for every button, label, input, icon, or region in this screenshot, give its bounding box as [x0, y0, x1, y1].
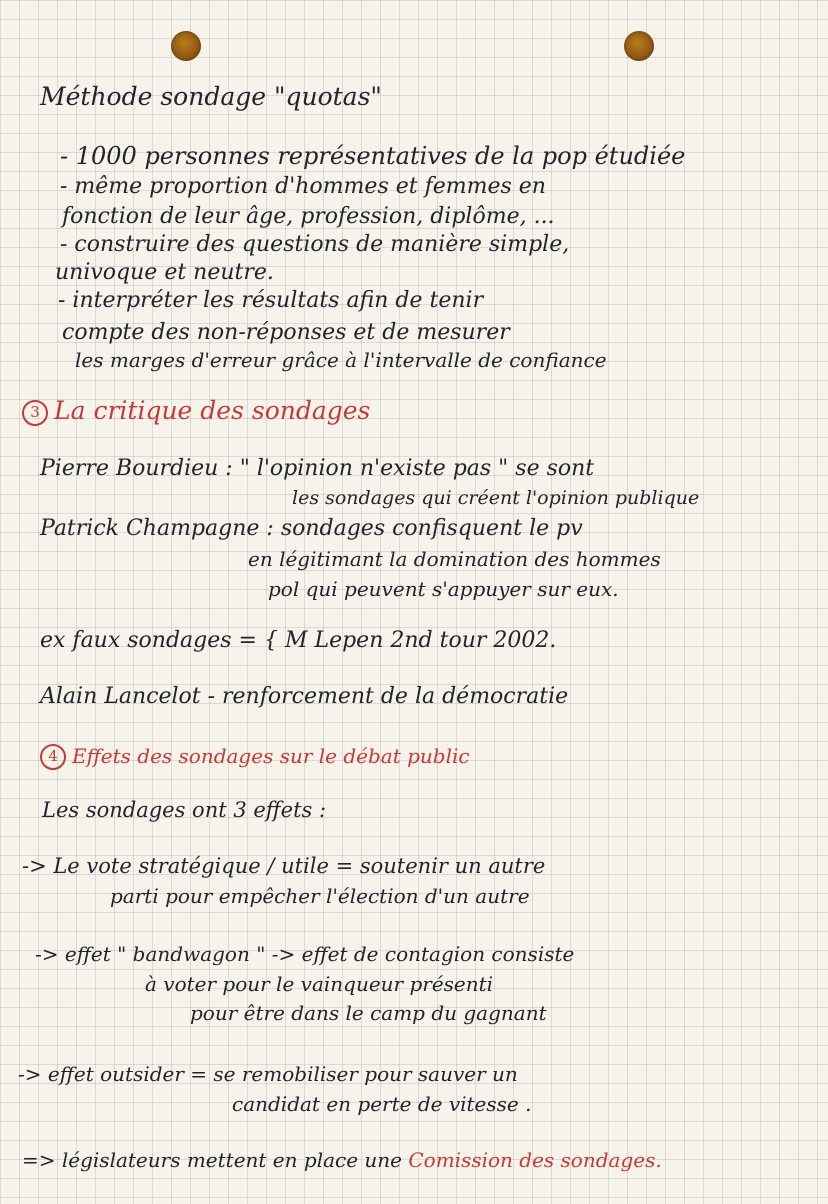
section-3-number: 3 [22, 400, 48, 426]
method-line: - construire des questions de manière simple, [60, 232, 570, 257]
method-line: les marges d'erreur grâce à l'intervalle de confiance [75, 348, 607, 372]
section-4-heading [40, 744, 470, 770]
effects-intro: Les sondages ont 3 effets : [42, 798, 327, 822]
effect-line: -> effet outsider = se remobiliser pour sauver un [18, 1062, 518, 1086]
binder-hole-right [624, 31, 654, 61]
method-line: compte des non-réponses et de mesurer [62, 320, 510, 345]
effect-line: pour être dans le camp du gagnant [190, 1001, 547, 1025]
method-line: univoque et neutre. [55, 260, 274, 285]
page-title: Méthode sondage "quotas" [40, 82, 382, 111]
conclusion-black: => législateurs mettent en place une [22, 1148, 402, 1172]
section-3-heading [22, 398, 370, 426]
conclusion-red: Comission des sondages. [408, 1148, 662, 1172]
effect-line: -> Le vote stratégique / utile = soutenir un autre [22, 854, 546, 878]
method-line: - 1000 personnes représentatives de la pop étudiée [60, 142, 686, 170]
effect-line: -> effet " bandwagon " -> effet de contagion consiste [35, 942, 575, 966]
example-line: ex faux sondages = { M Lepen 2nd tour 2002. [40, 628, 557, 653]
section-3-title: La critique des sondages [54, 396, 371, 425]
conclusion-line [22, 1150, 662, 1170]
binder-hole-left [171, 31, 201, 61]
critique-line: les sondages qui créent l'opinion publique [292, 487, 700, 509]
section-4-number: 4 [40, 744, 66, 770]
effect-line: à voter pour le vainqueur présenti [145, 972, 494, 996]
critique-line: Pierre Bourdieu : " l'opinion n'existe pas " se sont [40, 456, 595, 481]
lancelot-line: Alain Lancelot - renforcement de la démocratie [40, 684, 569, 709]
method-line: - interpréter les résultats afin de tenir [58, 288, 484, 313]
method-line: - même proportion d'hommes et femmes en [60, 174, 546, 199]
critique-line: Patrick Champagne : sondages confisquent le pv [40, 516, 583, 541]
method-line: fonction de leur âge, profession, diplôme, ... [62, 204, 555, 229]
effect-line: candidat en perte de vitesse . [232, 1092, 532, 1116]
effect-line: parti pour empêcher l'élection d'un autre [110, 884, 530, 908]
section-4-title: Effets des sondages sur le débat public [72, 744, 470, 768]
critique-line: en légitimant la domination des hommes [248, 547, 661, 571]
critique-line: pol qui peuvent s'appuyer sur eux. [268, 577, 619, 601]
